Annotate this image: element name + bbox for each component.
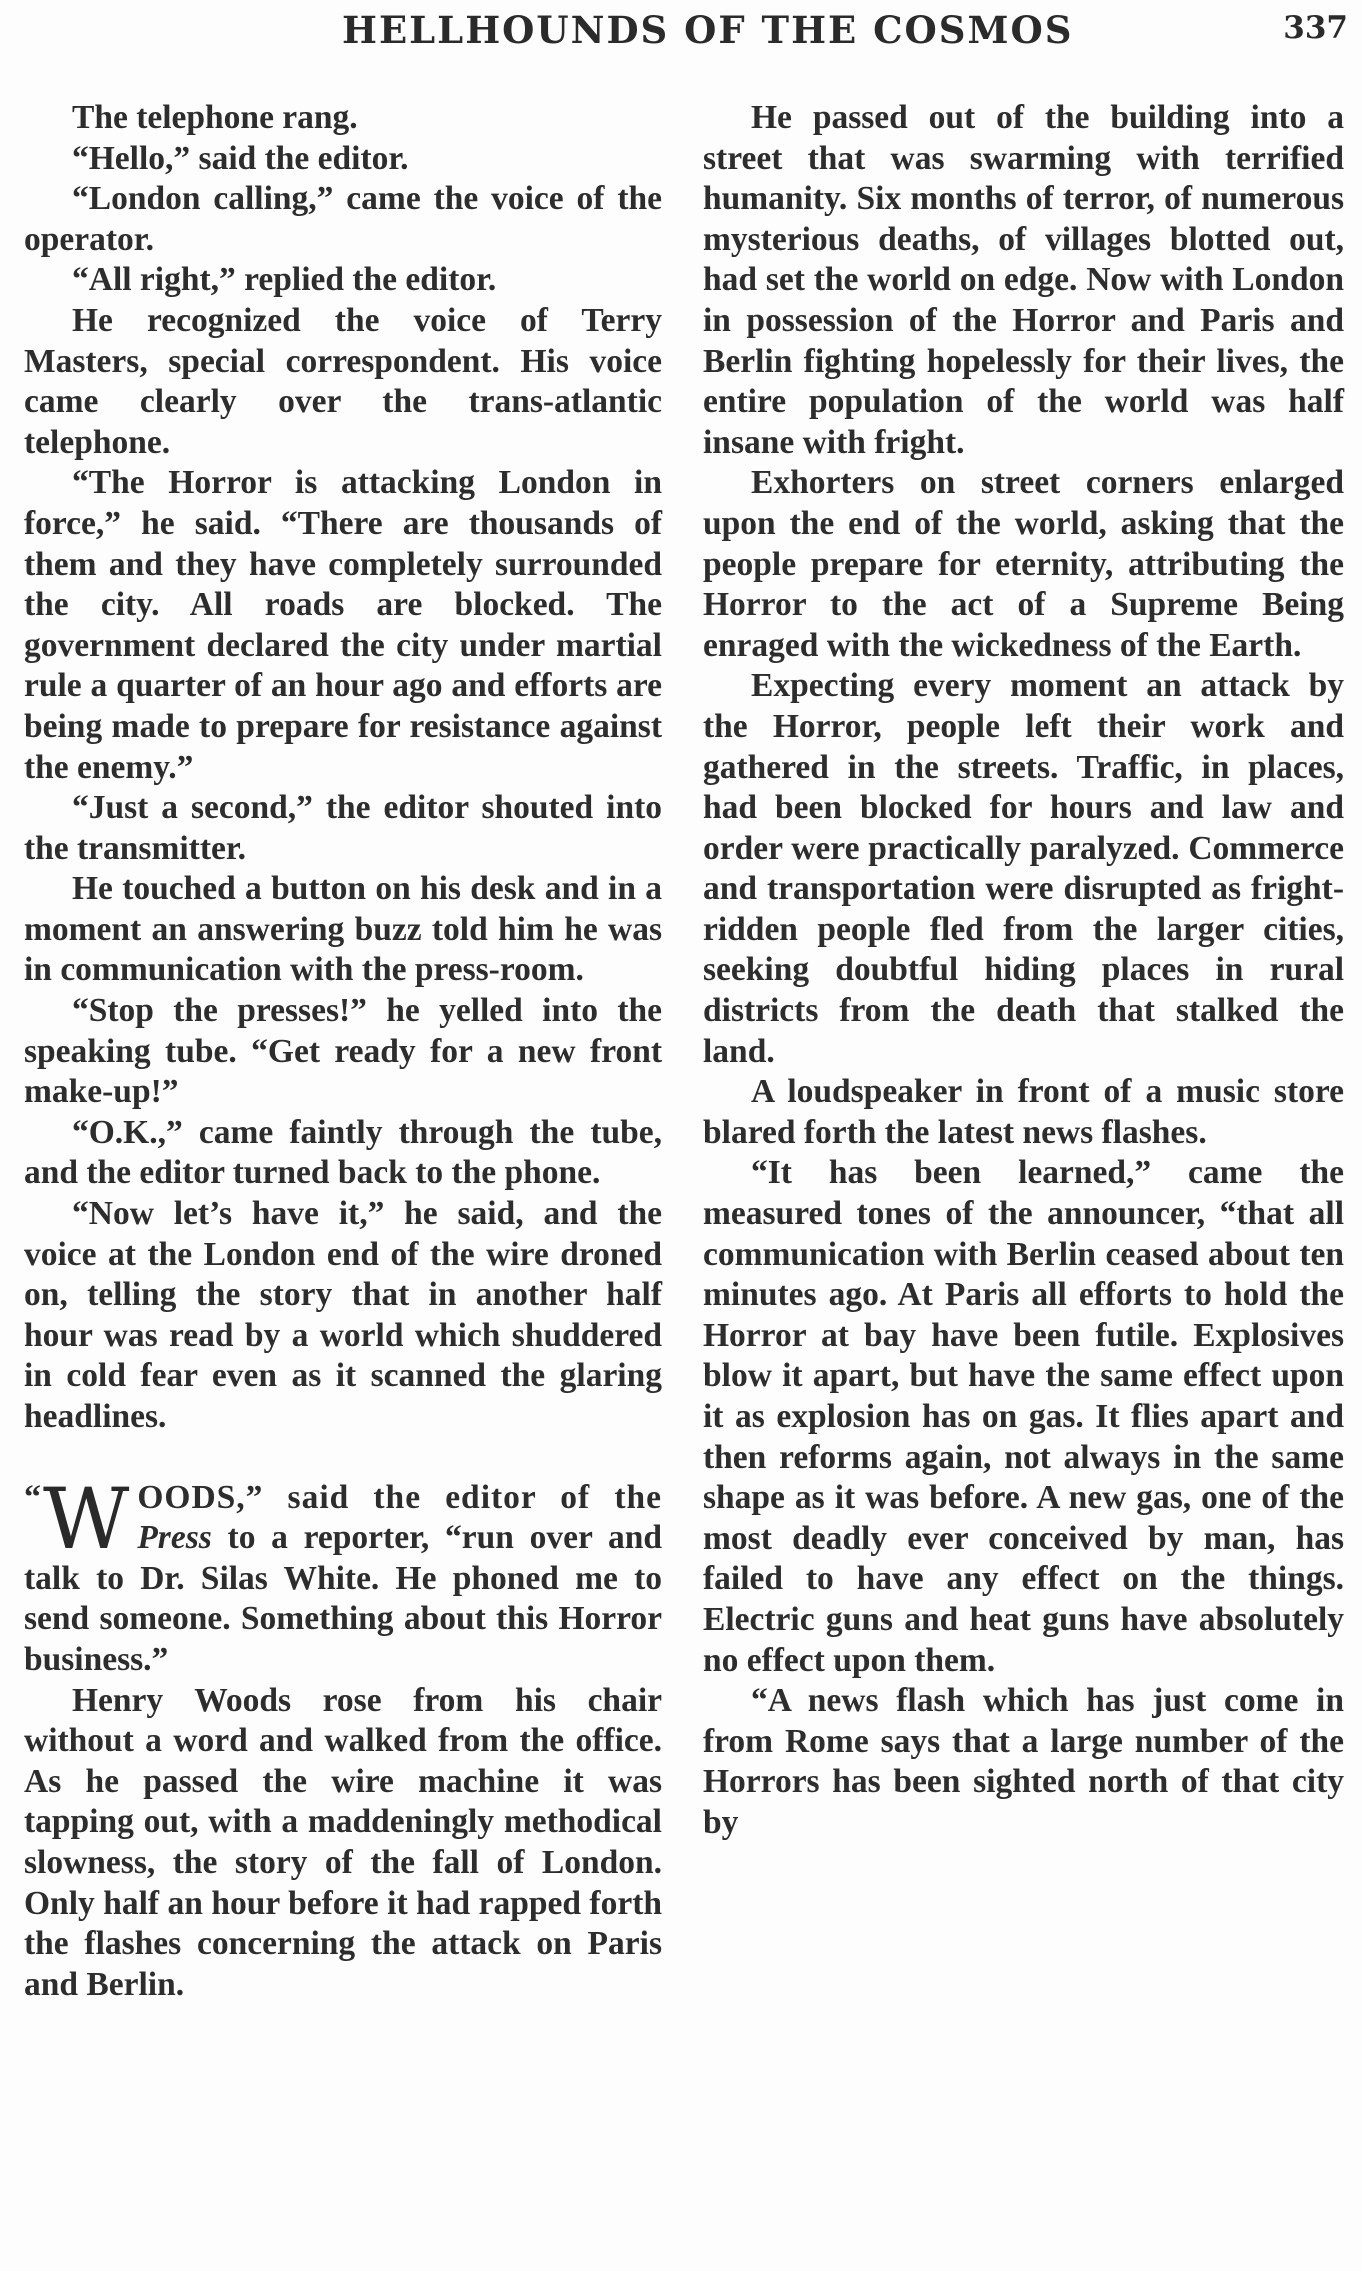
paragraph: He touched a button on his desk and in a moment an answering buzz told him he was in communication with the press-room. <box>24 870 662 989</box>
paragraph: “A news flash which has just come in from Rome says that a large number of the Horrors has been sighted north of that city by <box>703 1682 1344 1841</box>
paragraph: Henry Woods rose from his chair without a word and walked from the office. As he passed the wire machine it was tapping out, with a maddeningly methodical slowness, the story of the fall of London. Only half an hour before it had rapped forth the flashes concerning the attack on Paris and Berlin. <box>24 1681 662 2003</box>
paragraph: Expecting every moment an attack by the Horror, people left their work and gathered in the streets. Traffic, in places, had been blocked for hours and law and order were practically paralyzed. Commerce and transportation were disrupted as fright-ridden people fled from the larger cities, seeking doubtful hiding places in rural districts from the death that stalked the land. <box>703 667 1344 1070</box>
publication-name: Press <box>137 1519 212 1557</box>
paragraph: “Stop the presses!” he yelled into the speaking tube. “Get ready for a new front make-up!” <box>24 992 662 1111</box>
paragraph: The telephone rang. <box>72 99 358 136</box>
paragraph: A loudspeaker in front of a music store blared forth the latest news flashes. <box>703 1073 1344 1151</box>
paragraph: “All right,” replied the editor. <box>72 261 497 299</box>
paragraph: He recognized the voice of Terry Masters, special correspondent. His voice came clearly over the trans-atlantic telephone. <box>24 301 662 461</box>
paragraph: “Just a second,” the editor shouted into the transmitter. <box>24 789 662 867</box>
left-column <box>24 98 662 2005</box>
dropcap-text: OODS,” said the editor of the <box>137 1478 662 1516</box>
page-number: 337 <box>1283 10 1348 46</box>
drop-cap: W <box>43 1469 130 1568</box>
paragraph: “O.K.,” came faintly through the tube, and the editor turned back to the phone. <box>24 1113 662 1192</box>
right-column <box>703 98 1344 1844</box>
paragraph: Exhorters on street corners enlarged upon the end of the world, asking that the people prepare for eternity, attributing the Horror to the act of a Supreme Being enraged with the wickedness of the Earth. <box>703 464 1344 664</box>
dropcap-open-quote: “ <box>24 1478 41 1516</box>
running-title: HELLHOUNDS OF THE COSMOS <box>342 8 1074 52</box>
dropcap-text-continued: to a reporter, “run over and talk to Dr. Silas White. He phoned me to send someone. Something about this Horror business.” <box>24 1519 662 1678</box>
paragraph: “The Horror is attacking London in force,” he said. “There are thousands of them and they have completely surrounded the city. All roads are blocked. The government declared the city under martial rule a quarter of an hour ago and efforts are being made to prepare for resistance against the enemy.” <box>24 464 662 786</box>
paragraph: “London calling,” came the voice of the operator. <box>24 180 662 258</box>
paragraph: He passed out of the building into a street that was swarming with terrified humanity. Six months of terror, of numerous mysterious deaths, of villages blotted out, had set the world on edge. Now with London in possession of the Horror and Paris and Berlin fighting hopelessly for their lives, the entire population of the world was half insane with fright. <box>703 99 1344 461</box>
paragraph: “Now let’s have it,” he said, and the voice at the London end of the wire droned on, telling the story that in another half hour was read by a world which shuddered in cold fear even as it scanned the glaring headlines. <box>24 1195 662 1435</box>
paragraph: “It has been learned,” came the measured tones of the announcer, “that all communication with Berlin ceased about ten minutes ago. At Paris all efforts to hold the Horror at bay have been futile. Explosives blow it apart, but have the same effect upon it as explosion has on gas. It flies apart and then reforms again, not always in the same shape as it was before. A new gas, one of the most deadly ever conceived by man, has failed to have any effect on the things. Electric guns and heat guns have absolutely no effect upon them. <box>703 1154 1344 1679</box>
dropcap-paragraph <box>24 1469 662 1681</box>
paragraph: “Hello,” said the editor. <box>72 139 409 177</box>
running-head <box>0 8 1362 58</box>
